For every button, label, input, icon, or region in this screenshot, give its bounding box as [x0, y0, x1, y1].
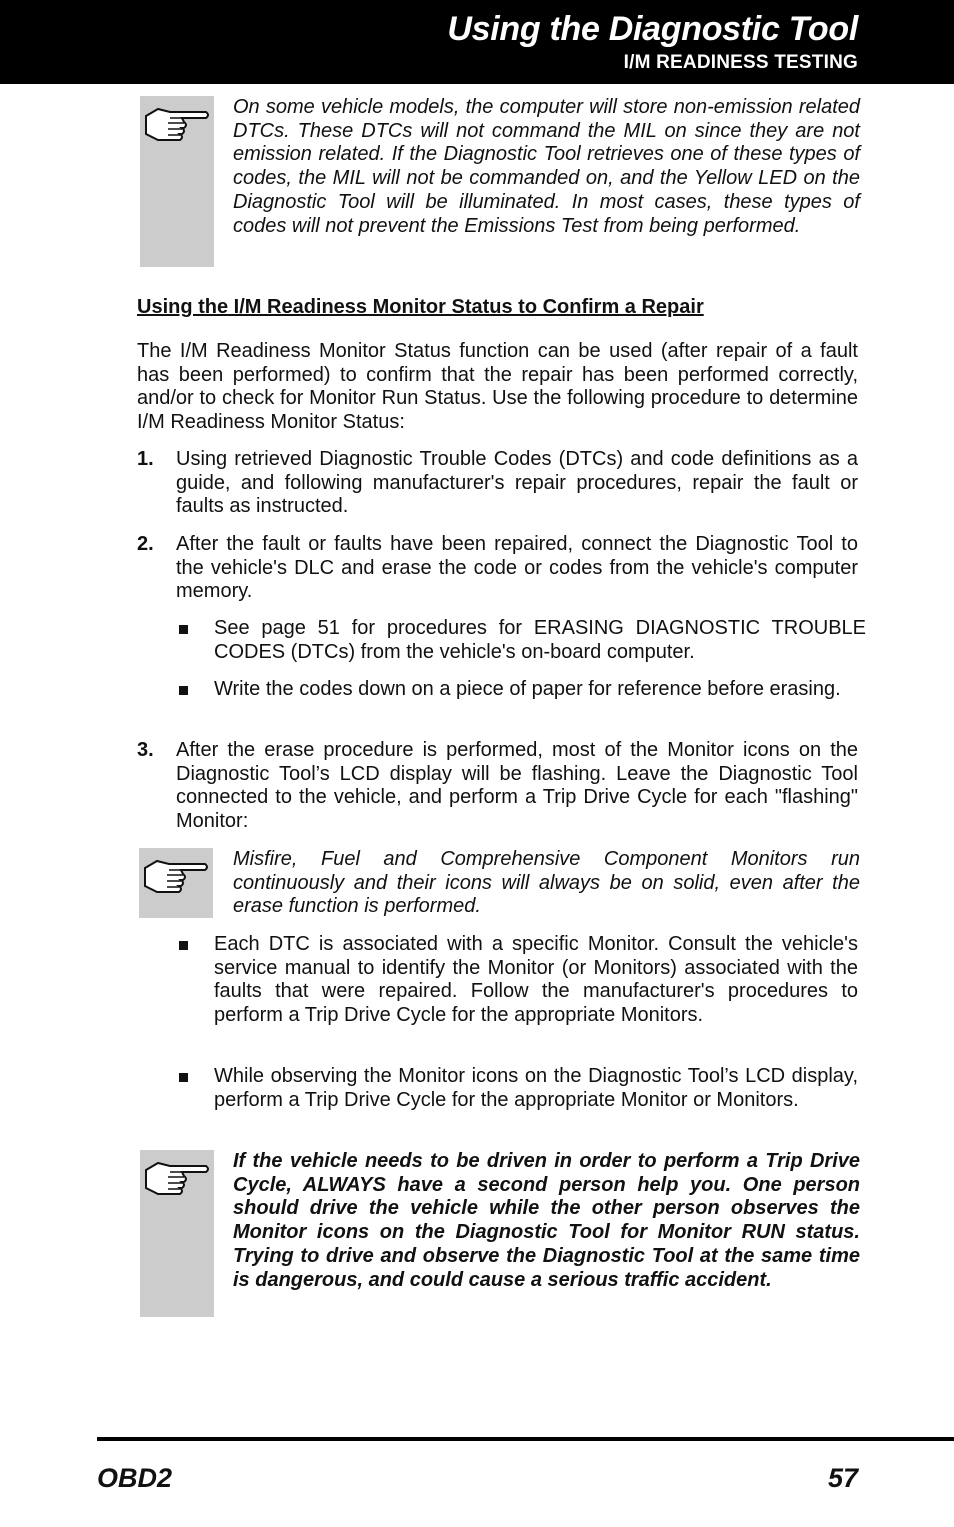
step-3	[137, 739, 858, 834]
pointing-hand-icon	[140, 1150, 214, 1317]
pointing-hand-icon-graphic	[144, 1158, 210, 1198]
bullet-item	[176, 617, 866, 664]
step-1	[137, 448, 858, 519]
note-2	[140, 848, 860, 919]
step-number: 2.	[137, 533, 154, 555]
note-3	[140, 1150, 860, 1292]
step-text: Using retrieved Diagnostic Trouble Codes (DTCs) and code definitions as a guide, and following manufacturer's repair procedures, repair the fault or faults as instructed.	[176, 448, 858, 518]
bullet-text: Write the codes down on a piece of paper for reference before erasing.	[214, 678, 841, 700]
pointing-hand-icon	[140, 96, 214, 267]
pointing-hand-icon	[139, 848, 213, 918]
bullet-item	[176, 1065, 858, 1112]
step-text: After the fault or faults have been repaired, connect the Diagnostic Tool to the vehicle's DLC and erase the code or codes from the vehicle's computer memory.	[176, 533, 858, 603]
step-text: After the erase procedure is performed, most of the Monitor icons on the Diagnostic Tool’s LCD display will be flashing. Leave the Diagnostic Tool connected to the vehicle, and perform a Trip Drive Cycle for each "flashing" Monitor:	[176, 739, 858, 833]
pointing-hand-icon-graphic	[144, 104, 210, 144]
note-1	[140, 96, 860, 238]
note-3-text: If the vehicle needs to be driven in order to perform a Trip Drive Cycle, ALWAYS have a second person help you. One person should drive the vehicle while the other person observes the Monitor icons on the Diagnostic Tool for Monitor RUN status. Trying to drive and observe the Diagnostic Tool at the same time is dangerous, and could cause a serious traffic accident.	[233, 1150, 860, 1291]
square-bullet-icon	[179, 1073, 188, 1082]
bullet-text: See page 51 for procedures for ERASING DIAGNOSTIC TROUBLE CODES (DTCs) from the vehicle's on-board computer.	[214, 617, 866, 663]
note-1-text: On some vehicle models, the computer will store non-emission related DTCs. These DTCs will not command the MIL on since they are not emission related. If the Diagnostic Tool retrieves one of these types of codes, the MIL will not be commanded on, and the Yellow LED on the Diagnostic Tool will be illuminated. In most cases, these types of codes will not prevent the Emissions Test from being performed.	[233, 96, 860, 237]
page-header	[0, 0, 954, 84]
header-subtitle: I/M READINESS TESTING	[623, 52, 858, 73]
intro-paragraph: The I/M Readiness Monitor Status function can be used (after repair of a fault has been performed) to confirm that the repair has been performed correctly, and/or to check for Monitor Run Status. Use the following procedure to determine I/M Readiness Monitor Status:	[137, 340, 858, 434]
square-bullet-icon	[179, 686, 188, 695]
bullet-text: While observing the Monitor icons on the Diagnostic Tool’s LCD display, perform a Trip Drive Cycle for the appropriate Monitor or Monitors.	[214, 1065, 858, 1111]
note-2-text: Misfire, Fuel and Comprehensive Component Monitors run continuously and their icons will always be on solid, even after the erase function is performed.	[233, 848, 860, 918]
step-number: 1.	[137, 448, 154, 470]
bullet-item	[176, 678, 858, 702]
square-bullet-icon	[179, 941, 188, 950]
footer-divider	[97, 1437, 954, 1441]
bullet-item	[176, 933, 858, 1028]
bullet-text: Each DTC is associated with a specific Monitor. Consult the vehicle's service manual to identify the Monitor (or Monitors) associated with the faults that were repaired. Follow the manufacturer's procedures to perform a Trip Drive Cycle for the appropriate Monitors.	[214, 933, 858, 1027]
pointing-hand-icon-graphic	[143, 856, 209, 896]
step-2	[137, 533, 858, 604]
page-number: 57	[827, 1463, 858, 1493]
header-title: Using the Diagnostic Tool	[447, 10, 858, 48]
section-heading: Using the I/M Readiness Monitor Status to Confirm a Repair	[137, 296, 704, 318]
footer-label: OBD2	[97, 1463, 173, 1493]
square-bullet-icon	[179, 625, 188, 634]
step-number: 3.	[137, 739, 154, 761]
